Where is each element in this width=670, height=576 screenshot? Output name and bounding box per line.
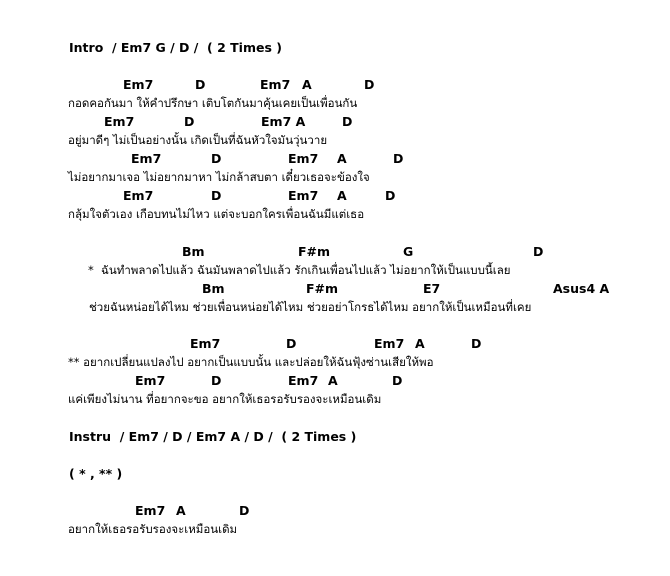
chord: D bbox=[533, 244, 544, 259]
chord: D bbox=[364, 77, 375, 92]
chord: Em7 bbox=[288, 188, 319, 203]
chord: D bbox=[342, 114, 353, 129]
chord: Em7 bbox=[374, 336, 405, 351]
lyric-line: ช่วยฉันหน่อยได้ไหม ช่วยเพื่อนหน่อยได้ไหม ช่วยอย่าโกรธได้ไหม อยากให้เป็นเหมือนที่เคย bbox=[89, 300, 532, 314]
chord: D bbox=[211, 188, 222, 203]
chord: D bbox=[184, 114, 195, 129]
chord: F#m bbox=[306, 281, 339, 296]
lyric-line: อยู่มาดีๆ ไม่เป็นอย่างนั้น เกิดเป็นที่ฉันหัวใจมันวุ่นวาย bbox=[68, 133, 328, 147]
chord: A bbox=[302, 77, 312, 92]
chord: Em7 bbox=[135, 373, 166, 388]
chord: E7 bbox=[423, 281, 441, 296]
chord: Em7 bbox=[190, 336, 221, 351]
chord: Bm bbox=[182, 244, 205, 259]
lyric-line: ไม่อยากมาเจอ ไม่อยากมาหา ไม่กล้าสบตา เดี๋ยวเธอจะข้องใจ bbox=[68, 170, 370, 184]
lyric-line: * ฉันทำพลาดไปแล้ว ฉันมันพลาดไปแล้ว รักเกินเพื่อนไปแล้ว ไม่อยากให้เป็นแบบนี้เลย bbox=[88, 263, 511, 277]
intro-line: Intro / Em7 G / D / ( 2 Times ) bbox=[69, 40, 282, 55]
chord: Em7 A bbox=[261, 114, 306, 129]
lyric-line: ** อยากเปลี่ยนแปลงไป อยากเป็นแบบนั้น และปล่อยให้ฉันฟุ้งซ่านเสียให้พอ bbox=[68, 355, 434, 369]
chord: Em7 bbox=[260, 77, 291, 92]
chord: Em7 bbox=[104, 114, 135, 129]
chord: G bbox=[403, 244, 414, 259]
chord: D bbox=[392, 373, 403, 388]
chord: Em7 bbox=[123, 188, 154, 203]
chord: A bbox=[176, 503, 186, 518]
chord: Em7 bbox=[135, 503, 166, 518]
lyric-line: กลุ้มใจตัวเอง เกือบทนไม่ไหว แต่จะบอกใครเพื่อนฉันมีแต่เธอ bbox=[68, 207, 365, 221]
chord: Em7 bbox=[123, 77, 154, 92]
chord: A bbox=[328, 373, 338, 388]
chord: D bbox=[286, 336, 297, 351]
chord: D bbox=[239, 503, 250, 518]
chord: D bbox=[385, 188, 396, 203]
chord: Bm bbox=[202, 281, 225, 296]
instrumental-line: Instru / Em7 / D / Em7 A / D / ( 2 Times ) bbox=[69, 429, 357, 444]
lyric-line: อยากให้เธอรอรับรองจะเหมือนเดิม bbox=[68, 522, 238, 536]
chord: A bbox=[337, 151, 347, 166]
chord: Em7 bbox=[288, 373, 319, 388]
repeat-marker: ( * , ** ) bbox=[69, 466, 123, 481]
chord: A bbox=[337, 188, 347, 203]
chord: Asus4 A bbox=[553, 281, 610, 296]
chord: D bbox=[393, 151, 404, 166]
chord: Em7 bbox=[288, 151, 319, 166]
chord: A bbox=[415, 336, 425, 351]
chord: D bbox=[211, 373, 222, 388]
chord: D bbox=[211, 151, 222, 166]
lyric-line: กอดคอกันมา ให้คำปรึกษา เติบโตกันมาคุ้นเคยเป็นเพื่อนกัน bbox=[68, 96, 358, 110]
chord: D bbox=[471, 336, 482, 351]
chord: Em7 bbox=[131, 151, 162, 166]
lyric-line: แค่เพียงไม่นาน ที่อยากจะขอ อยากให้เธอรอรับรองจะเหมือนเดิม bbox=[68, 392, 382, 406]
chord: F#m bbox=[298, 244, 331, 259]
chord: D bbox=[195, 77, 206, 92]
